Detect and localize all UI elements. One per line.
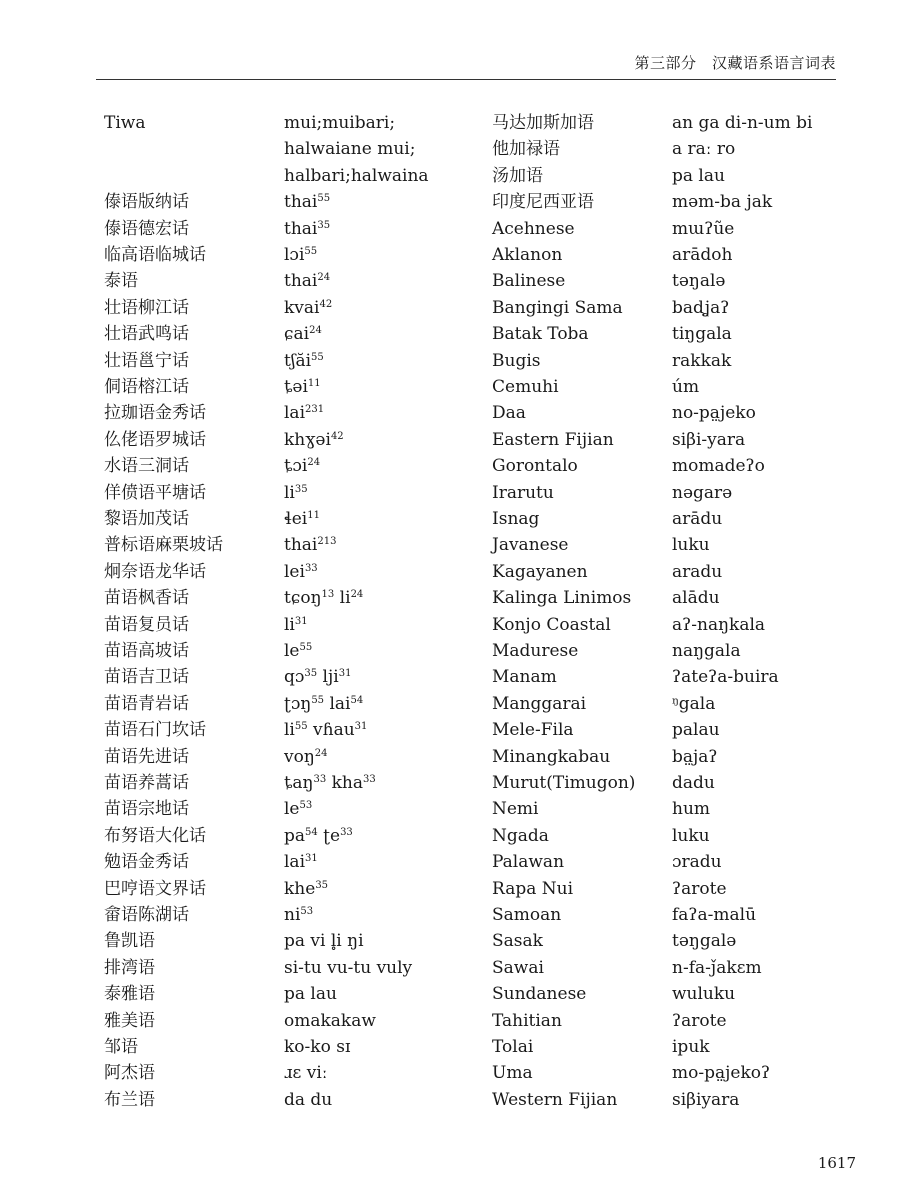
language-name-cell: Aklanon (492, 245, 563, 265)
page-number: 1617 (817, 1154, 856, 1172)
language-name-cell: 佯偾语平塘话 (104, 482, 206, 503)
form-cell: $pa^{54}$ ʈe$^{33}$ (284, 825, 353, 846)
form-cell: úm (672, 377, 700, 397)
form-cell: ᵑgala (672, 693, 716, 714)
language-name-cell: Balinese (492, 271, 566, 292)
form-cell: ʈɔŋ$^{55}$ lai$^{54}$ (284, 693, 364, 714)
language-name-cell: 临高语临城话 (104, 245, 206, 265)
form-cell: ʔateʔa-buira (672, 667, 779, 688)
form-cell: faʔa-malū (672, 905, 757, 925)
language-name-cell: Acehnese (492, 218, 575, 239)
form-cell: pa vi l̥i ŋi (284, 931, 364, 952)
language-name-cell: 苗语高坡话 (104, 641, 189, 661)
language-name-cell: Cemuhi (492, 377, 559, 397)
language-name-cell: 水语三洞话 (104, 456, 189, 477)
language-name-cell: Isnag (492, 509, 540, 529)
form-cell: a raː ro (672, 139, 736, 160)
language-name-cell: 苗语吉卫话 (104, 667, 189, 688)
form-cell: $ni^{53}$ (284, 905, 314, 925)
language-name-cell: 他加禄语 (492, 139, 560, 160)
language-name-cell: 汤加语 (492, 165, 543, 186)
form-cell: tʃăi$^{55}$ (284, 350, 324, 371)
form-cell: palau (672, 720, 720, 741)
language-name-cell: 苗语石门坎话 (104, 720, 206, 741)
language-name-cell: 泰雅语 (104, 984, 155, 1005)
language-name-cell: Madurese (492, 641, 579, 661)
language-name-cell: Tiwa (104, 113, 146, 133)
language-name-cell: 普标语麻栗坡话 (104, 535, 223, 556)
form-cell: lai$^{31}$ (284, 852, 318, 873)
language-name-cell: 壮语柳江话 (104, 297, 189, 318)
language-name-cell: 壮语武鸣话 (104, 324, 189, 345)
language-name-cell: 泰语 (104, 271, 138, 292)
language-name-cell: 畲语陈湖话 (104, 905, 189, 925)
form-cell: halbari;halwaina (284, 165, 429, 186)
form-cell: halwaiane mui; (284, 139, 416, 160)
language-name-cell: Sawai (492, 957, 544, 978)
form-cell: naŋgala (672, 641, 741, 661)
form-cell: rakkak (672, 350, 732, 371)
language-name-cell: Ngada (492, 825, 549, 846)
language-name-cell: 马达加斯加语 (492, 113, 594, 133)
form-cell: pa lau (672, 165, 725, 186)
language-name-cell: 邹语 (104, 1037, 138, 1057)
form-cell: $li^{31}$ (284, 614, 308, 635)
form-cell: ko-ko sɪ (284, 1037, 351, 1057)
language-name-cell: 壮语邕宁话 (104, 350, 189, 371)
language-name-cell: Western Fijian (492, 1089, 618, 1110)
language-name-cell: 苗语青岩话 (104, 693, 189, 714)
form-cell: da du (284, 1089, 333, 1110)
running-header: 第三部分 汉藏语系语言词表 (634, 54, 836, 72)
form-cell: ɬei$^{11}$ (284, 509, 320, 529)
language-name-cell: 苗语复员话 (104, 614, 189, 635)
form-cell: wuluku (672, 984, 736, 1005)
language-name-cell: 苗语枫香话 (104, 588, 189, 609)
language-name-cell: 仫佬语罗城话 (104, 429, 206, 450)
language-name-cell: Mele-Fila (492, 720, 574, 741)
language-name-cell: 苗语先进话 (104, 746, 189, 767)
form-cell: $le^{53}$ (284, 799, 313, 820)
form-cell: tiŋgala (672, 324, 732, 345)
form-cell: siβi-yara (672, 429, 746, 450)
form-cell: ɕai$^{24}$ (284, 324, 322, 345)
form-cell: ɹɛ viː (284, 1063, 328, 1084)
language-name-cell: Bugis (492, 350, 541, 371)
form-cell: ba̤jaʔ (672, 746, 718, 767)
form-cell: $li^{55}$ vɦau$^{31}$ (284, 720, 368, 741)
form-cell: ʔarote (672, 878, 727, 899)
language-name-cell: Sasak (492, 931, 543, 952)
language-name-cell: 鲁凯语 (104, 931, 155, 952)
form-cell: lei$^{33}$ (284, 561, 318, 582)
form-cell: təŋgalə (672, 931, 737, 952)
form-cell: ȶɔi$^{24}$ (284, 456, 321, 477)
language-name-cell: 阿杰语 (104, 1063, 155, 1084)
language-name-cell: Kagayanen (492, 561, 588, 582)
language-name-cell: 排湾语 (104, 957, 155, 978)
form-cell: məm-ba jak (672, 192, 773, 213)
language-name-cell: Minangkabau (492, 746, 611, 767)
form-cell: hum (672, 799, 711, 820)
form-cell: voŋ$^{24}$ (284, 746, 328, 767)
language-name-cell: Batak Toba (492, 324, 589, 345)
form-cell: badʝaʔ (672, 297, 730, 318)
language-name-cell: 布努语大化话 (104, 825, 206, 846)
form-cell: ȶaŋ$^{33}$ kha$^{33}$ (284, 773, 376, 793)
form-cell: mɯʔũe (672, 218, 735, 239)
form-cell: təŋalə (672, 271, 726, 292)
form-cell: thai$^{55}$ (284, 192, 331, 213)
form-cell: lɔi$^{55}$ (284, 245, 318, 265)
form-cell: thai$^{213}$ (284, 535, 337, 556)
form-cell: mui;muibari; (284, 113, 396, 133)
language-name-cell: Javanese (492, 535, 569, 556)
language-name-cell: Tahitian (492, 1010, 562, 1031)
language-name-cell: Samoan (492, 905, 562, 925)
form-cell: dadu (672, 773, 715, 793)
form-cell: omakakaw (284, 1010, 376, 1031)
form-cell: alādu (672, 588, 720, 609)
language-name-cell: 苗语宗地话 (104, 799, 189, 820)
form-cell: arādu (672, 509, 723, 529)
language-name-cell: 雅美语 (104, 1010, 155, 1031)
language-name-cell: 炯奈语龙华话 (104, 561, 206, 582)
form-cell: aradu (672, 561, 723, 582)
form-cell: ȶəi$^{11}$ (284, 377, 321, 397)
form-cell: arādoh (672, 245, 733, 265)
language-name-cell: Irarutu (492, 482, 554, 503)
form-cell: qɔ$^{35}$ lji$^{31}$ (284, 667, 352, 688)
language-name-cell: 傣语德宏话 (104, 218, 189, 239)
language-name-cell: 黎语加茂话 (104, 509, 189, 529)
form-cell: $le^{55}$ (284, 641, 313, 661)
form-cell: ipuk (672, 1037, 710, 1057)
form-cell: luku (672, 535, 710, 556)
form-cell: tɕoŋ$^{13}$ $li^{24}$ (284, 588, 364, 609)
language-name-cell: Nemi (492, 799, 539, 820)
language-name-cell: Eastern Fijian (492, 429, 614, 450)
form-cell: khɣəi$^{42}$ (284, 429, 344, 450)
form-cell: luku (672, 825, 710, 846)
form-cell: siβiyara (672, 1089, 740, 1110)
language-name-cell: Konjo Coastal (492, 614, 611, 635)
form-cell: ɔradu (672, 852, 722, 873)
language-name-cell: Gorontalo (492, 456, 578, 477)
form-cell: momadeʔo (672, 456, 765, 477)
form-cell: an ga di-n-um bi (672, 113, 813, 133)
form-cell: no-pa̤jeko (672, 403, 756, 424)
language-name-cell: 侗语榕江话 (104, 377, 189, 397)
form-cell: pa lau (284, 984, 337, 1005)
language-name-cell: Rapa Nui (492, 878, 574, 899)
language-name-cell: Daa (492, 403, 526, 424)
language-name-cell: 拉珈语金秀话 (104, 403, 206, 424)
language-name-cell: 布兰语 (104, 1089, 155, 1110)
form-cell: lai$^{231}$ (284, 403, 325, 424)
form-cell: ʔarote (672, 1010, 727, 1031)
form-cell: $li^{35}$ (284, 482, 308, 503)
language-name-cell: Tolai (492, 1037, 534, 1057)
form-cell: thai$^{24}$ (284, 271, 331, 292)
language-name-cell: 巴哼语文界话 (104, 878, 206, 899)
language-name-cell: Kalinga Linimos (492, 588, 632, 609)
form-cell: si-tu vu-tu vuly (284, 957, 413, 978)
form-cell: mo-pa̤jekoʔ (672, 1063, 771, 1084)
language-name-cell: 印度尼西亚语 (492, 192, 594, 213)
language-name-cell: Uma (492, 1063, 533, 1084)
language-name-cell: Murut(Timugon) (492, 773, 636, 793)
form-cell: kvai$^{42}$ (284, 297, 333, 318)
language-name-cell: Palawan (492, 852, 565, 873)
form-cell: nəgarə (672, 482, 733, 503)
form-cell: khe$^{35}$ (284, 878, 329, 899)
language-name-cell: Bangingi Sama (492, 297, 623, 318)
language-name-cell: Sundanese (492, 984, 587, 1005)
form-cell: aʔ-naŋkala (672, 614, 766, 635)
language-name-cell: 傣语版纳话 (104, 192, 189, 213)
form-cell: thai$^{35}$ (284, 218, 331, 239)
form-cell: n-fa-ǰakɛm (672, 957, 762, 978)
language-name-cell: 勉语金秀话 (104, 852, 189, 873)
language-name-cell: Manggarai (492, 693, 587, 714)
language-name-cell: 苗语养蒿话 (104, 773, 189, 793)
language-name-cell: Manam (492, 667, 557, 688)
